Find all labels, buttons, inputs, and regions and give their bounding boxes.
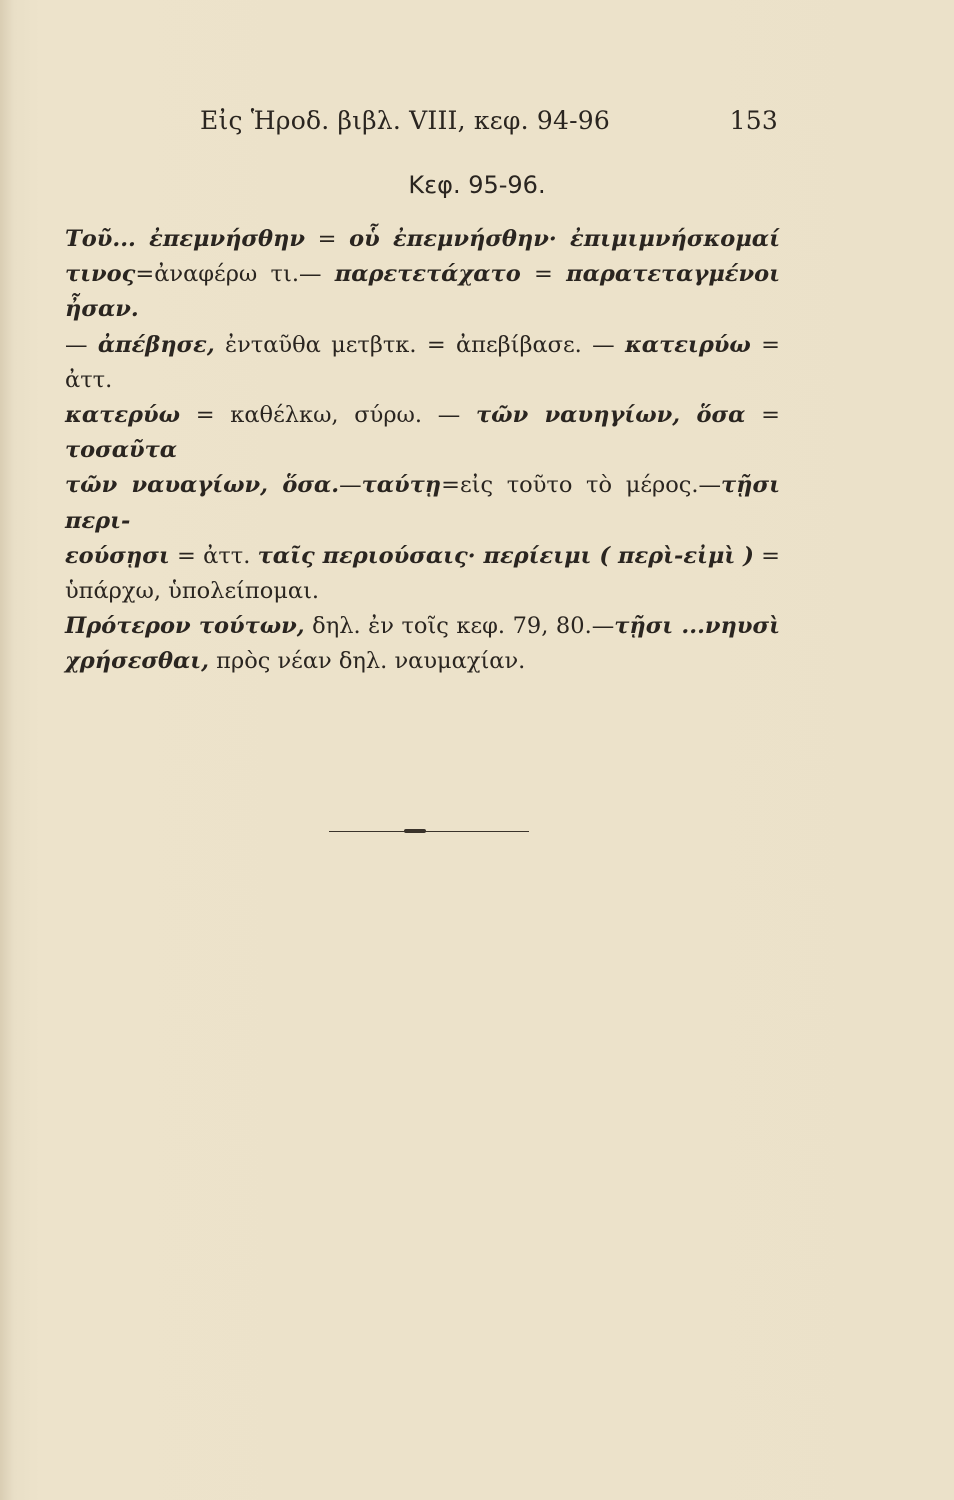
text-line [65, 257, 780, 327]
lemma-text: ταῖς περιούσαις· περίειμι ( περὶ-εἰμὶ ) [257, 542, 754, 569]
text-line [65, 398, 780, 468]
gloss-text: δηλ. ἐν τοῖς κεφ. 79, 80.— [304, 613, 615, 640]
gloss-text: = ἀττ. [169, 542, 258, 569]
gloss-text: = ἀττ. [65, 331, 780, 393]
lemma-text: ταύτῃ [361, 472, 442, 499]
lemma-text: παρετετάχατο [334, 261, 521, 288]
lemma-text: ἀπέβησε, [97, 331, 215, 358]
text-line [65, 644, 780, 679]
gloss-text: ὑπάρχω, ὑπολείπομαι. [65, 578, 320, 605]
gloss-text: — [65, 331, 98, 358]
lemma-text: τινος [65, 261, 136, 288]
chapter-heading: Κεφ. 95-96. [408, 171, 546, 199]
page-number: 153 [729, 106, 778, 135]
commentary-text [65, 222, 780, 680]
lemma-text: Πρότερον τούτων, [65, 613, 305, 640]
lemma-text: τῇσι περι- [65, 472, 780, 534]
lemma-text: κατειρύω [624, 331, 751, 358]
lemma-text: Τοῦ... ἐπεμνήσθην [65, 226, 306, 252]
text-line [65, 609, 780, 644]
text-line [65, 574, 780, 609]
text-line [65, 468, 780, 538]
lemma-text: κατερύω [65, 402, 180, 429]
running-head: Εἰς Ἡροδ. βιβλ. VIII, κεφ. 94-96 [200, 106, 610, 135]
lemma-text: τῶν ναυαγίων, ὅσα. [65, 472, 340, 499]
lemma-text: τῶν ναυηγίων, ὅσα [476, 402, 746, 429]
gloss-text: — [339, 472, 362, 499]
lemma-text: εούσῃσι [65, 542, 170, 569]
gloss-text: =εἰς τοῦτο τὸ μέρος.— [441, 472, 722, 499]
gloss-text: = [745, 402, 780, 429]
text-line [65, 539, 780, 574]
gloss-text: = [305, 226, 350, 252]
lemma-text: τῇσι ...νηυσὶ [614, 613, 780, 640]
gloss-text: ἐνταῦθα μετβτκ. = ἀπεβίβασε. — [214, 331, 625, 358]
section-divider-ornament [404, 829, 426, 833]
lemma-text: χρήσεσθαι, [65, 648, 210, 675]
text-line [65, 222, 780, 257]
gloss-text: πρὸς νέαν δηλ. ναυμαχίαν. [209, 648, 526, 675]
gloss-text: = καθέλκω, σύρω. — [180, 402, 476, 429]
lemma-text: οὗ ἐπεμνήσθην· ἐπιμιμνήσκομαί [349, 226, 780, 252]
gloss-text: = [520, 261, 567, 288]
gloss-text: =ἀναφέρω τι.— [135, 261, 335, 288]
text-line [65, 328, 780, 398]
lemma-text: τοσαῦτα [65, 437, 178, 464]
section-divider [329, 831, 529, 832]
gloss-text: = [753, 542, 780, 569]
lemma-text: παρατεταγμένοι ἦσαν. [65, 261, 780, 323]
